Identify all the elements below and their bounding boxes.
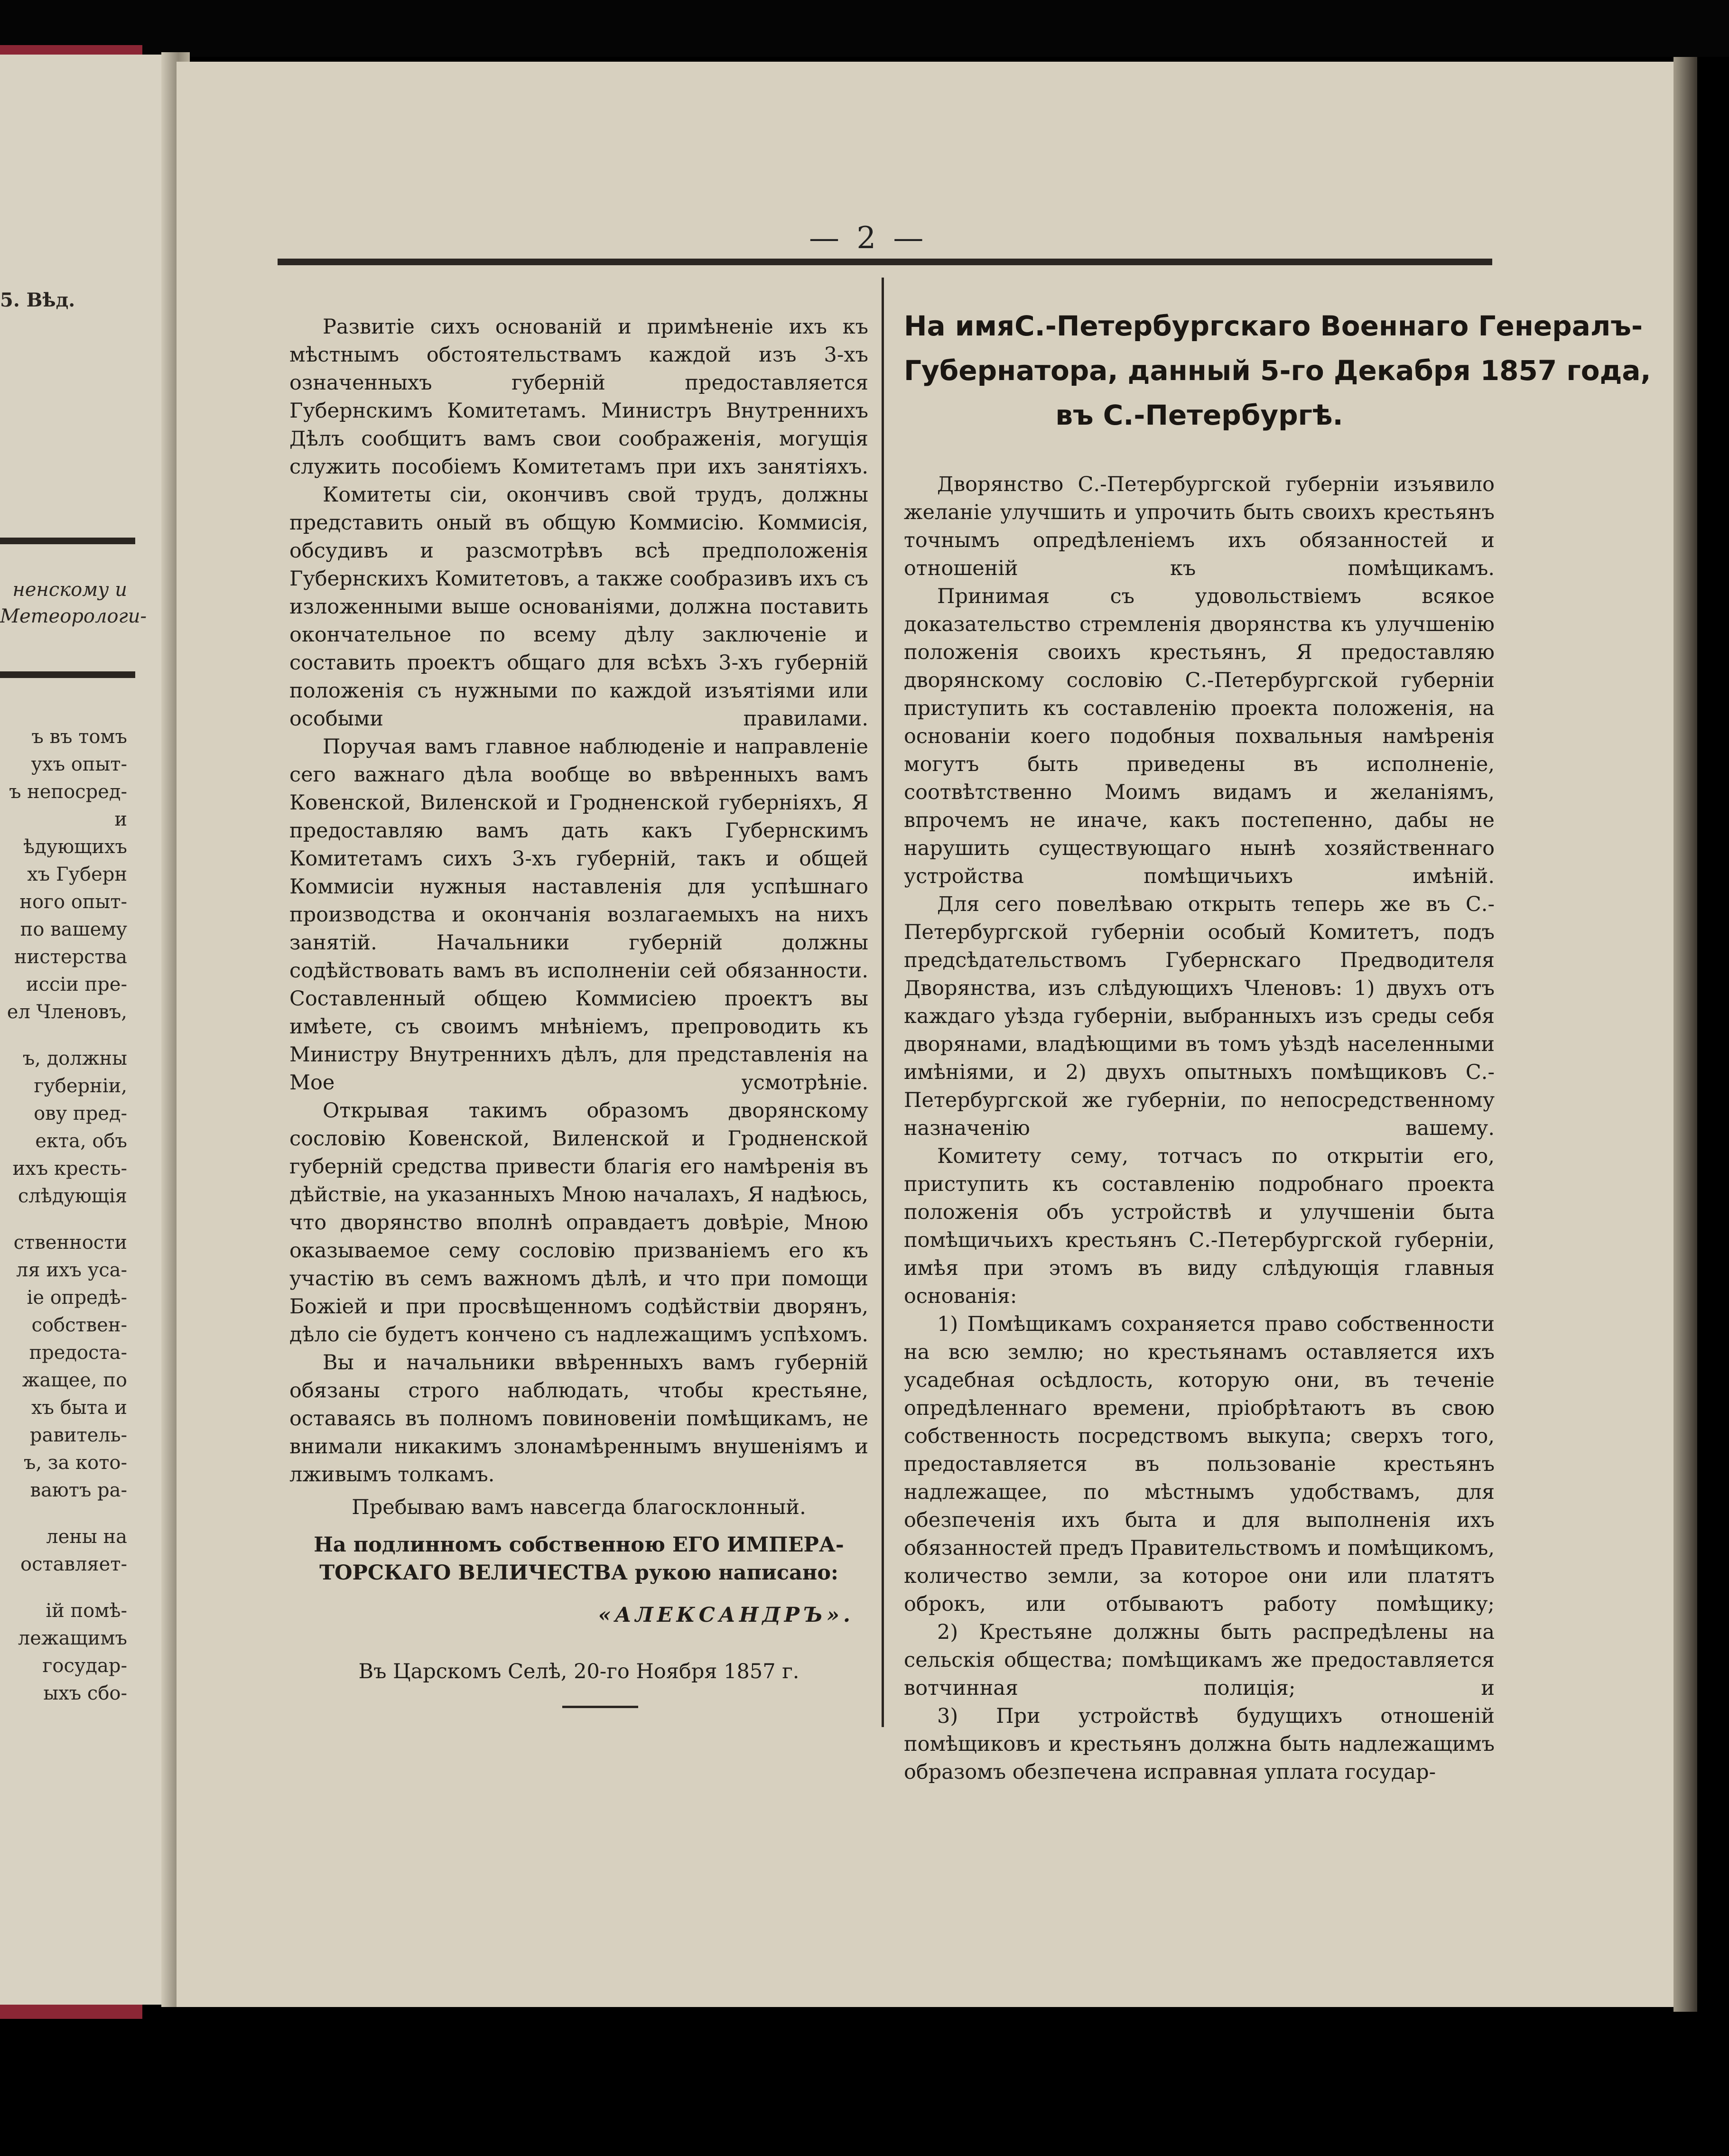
title-line: въ С.-Петербургѣ.	[1055, 399, 1343, 431]
paragraph: 2) Крестьяне должны быть распредѣлены на сельскія общества; помѣщикамъ же предоставляется вотчинная полиція; и	[904, 1620, 1495, 1700]
facing-line: предоста-	[29, 1342, 127, 1364]
facing-line: ухъ опыт-	[31, 753, 127, 775]
facing-line: государ-	[42, 1655, 127, 1677]
facing-line: ненскому и	[12, 579, 127, 601]
paragraph: Поручая вамъ главное наблюденіе и направленіе сего важнаго дѣла вообще во ввѣренныхъ вамъ Ковенской, Виленской и Гродненской губерніяхъ, Я предоставляю вамъ дать какъ Губернскимъ Комитетамъ сихъ 3-хъ губерній, такъ и общей Коммисіи нужныя наставленія для успѣшнаго производства и окончанія возлагаемыхъ на нихъ занятій. Начальники губерній должны содѣйствовать вамъ въ исполненіи сей обязанности. Составленный общею Коммисіею проектъ вы имѣете, съ своимъ мнѣніемъ, препроводить къ Министру Внутреннихъ дѣлъ, для представленія на Мое усмотрѣніе.	[289, 735, 868, 1095]
paragraph: 3) При устройствѣ будущихъ отношеній помѣщиковъ и крестьянъ должна быть надлежащимъ образомъ обезпечена исправная уплата государ-	[904, 1704, 1495, 1784]
facing-line: ъ, за кото-	[23, 1452, 127, 1474]
facing-line: оставляет-	[20, 1553, 127, 1575]
signature-note: ТОРСКАГО ВЕЛИЧЕСТВА рукою написано:	[319, 1561, 838, 1585]
facing-line: екта, объ	[35, 1130, 127, 1152]
facing-line: лены на	[46, 1526, 127, 1548]
facing-line: слѣдующія	[18, 1185, 127, 1207]
paragraph: Вы и начальники ввѣренныхъ вамъ губерній обязаны строго наблюдать, чтобы крестьяне, оставаясь въ полномъ повиновеніи помѣщикамъ, не внимали никакимъ злонамѣреннымъ внушеніямъ и лживымъ толкамъ.	[289, 1351, 868, 1487]
page-edge	[1673, 57, 1697, 2012]
facing-line: ваютъ ра-	[30, 1479, 127, 1501]
signature-note: На подлинномъ собственною ЕГО ИМПЕРА-	[314, 1533, 844, 1557]
facing-line: по вашему	[20, 919, 127, 940]
column-divider	[882, 278, 884, 1727]
facing-line: хъ Губерн	[27, 864, 127, 885]
title-line: Губернатора, данный 5-го Декабря 1857 года,	[904, 354, 1651, 387]
paragraph: Дворянство С.-Петербургской губерніи изъявило желаніе улучшить и упрочить быть своихъ крестьянъ точнымъ опредѣленіемъ ихъ обязанностей и отношеній къ помѣщикамъ.	[904, 473, 1495, 580]
paragraph: Для сего повелѣваю открыть теперь же въ С.-Петербургской губерніи особый Комитетъ, подъ предсѣдательствомъ Губернскаго Предводителя Дворянства, изъ слѣдующихъ Членовъ: 1) двухъ отъ каждаго уѣзда губерніи, выбранныхъ изъ среды себя дворянами, владѣющими въ томъ уѣздѣ населенными имѣніями, и 2) двухъ опытныхъ помѣщиковъ С.-Петербургской же губерніи, по непосредственному назначенію вашему.	[904, 892, 1495, 1140]
facing-line: іе опредѣ-	[27, 1287, 127, 1309]
facing-line: Метеорологи-	[0, 605, 147, 627]
facing-line: ъ въ томъ	[31, 726, 127, 748]
facing-line: жащее, по	[22, 1369, 127, 1391]
facing-line: ного опыт-	[19, 891, 127, 913]
facing-line: и	[114, 808, 127, 830]
header-rule	[278, 259, 1492, 265]
paragraph: Открывая такимъ образомъ дворянскому сословію Ковенской, Виленской и Гродненской губерній средства привести благія его намѣренія въ дѣйствіе, на указанныхъ Мною началахъ, Я надѣюсь, что дворянство вполнѣ оправдаетъ довѣріе, Мною оказываемое сему сословію призваніемъ его къ участію въ семъ важномъ дѣлѣ, и что при помощи Божіей и при просвѣщенномъ содѣйствіи дворянъ, дѣло сіе будетъ кончено съ надлежащимъ успѣхомъ.	[289, 1099, 868, 1347]
divider	[0, 538, 135, 544]
paragraph: 1) Помѣщикамъ сохраняется право собственности на всю землю; но крестьянамъ оставляется ихъ усадебная осѣдлость, которую они, въ теченіе опредѣленнаго времени, пріобрѣтаютъ въ свою собственность посредствомъ выкупа; сверхъ того, предоставляется въ пользованіе крестьянъ надлежащее, по мѣстнымъ удобствамъ, для обезпеченія ихъ быта и для выполненія ихъ обязанностей предъ Правительствомъ и помѣщикомъ, количество земли, за которое они или платятъ оброкъ, или отбываютъ работу помѣщику;	[904, 1312, 1495, 1616]
facing-line: равитель-	[29, 1424, 127, 1446]
paragraph: Принимая съ удовольствіемъ всякое доказательство стремленія дворянства къ улучшенію положенія своихъ крестьянъ, Я предоставляю дворянскому сословію С.-Петербургской губерніи приступить къ составленію проекта положенія, на основаніи коего подобныя похвальныя намѣренія могутъ быть приведены въ исполненіе, соотвѣтственно Моимъ видамъ и желаніямъ, впрочемъ не иначе, какъ постепенно, дабы не нарушить существующаго нынѣ хозяйственнаго устройства помѣщичьихъ имѣній.	[904, 585, 1495, 888]
facing-line: собствен-	[31, 1314, 127, 1336]
facing-line: ля ихъ уса-	[16, 1259, 127, 1281]
place-date: Въ Царскомъ Селѣ, 20-го Ноября 1857 г.	[358, 1660, 799, 1683]
facing-line: нистерства	[14, 946, 127, 968]
page-number: — 2 —	[809, 221, 928, 256]
facing-line: ѣдующихъ	[23, 836, 127, 858]
facing-line: ову пред-	[34, 1103, 127, 1124]
left-column	[289, 313, 868, 1686]
paragraph: Развитіе сихъ основаній и примѣненіе ихъ къ мѣстнымъ обстоятельствамъ каждой изъ 3-хъ означенныхъ губерній предоставляется Губернскимъ Комитетамъ. Министръ Внутреннихъ Дѣлъ сообщитъ вамъ свои соображенія, могущія служить пособіемъ Комитетамъ при ихъ занятіяхъ.	[289, 315, 868, 479]
facing-line: губерніи,	[34, 1075, 127, 1097]
facing-page-fragment	[0, 55, 177, 2005]
facing-line: хъ быта и	[31, 1397, 127, 1419]
end-rule	[562, 1706, 638, 1708]
right-column	[904, 304, 1651, 1786]
facing-line: лежащимъ	[18, 1627, 127, 1649]
facing-line: ъ непосред-	[9, 781, 127, 803]
facing-line: ъ, должны	[22, 1048, 127, 1069]
signature: «АЛЕКСАНДРЪ».	[598, 1603, 854, 1627]
divider	[0, 671, 135, 678]
facing-line: ел Членовъ,	[7, 1001, 127, 1023]
title-line: На имяС.-Петербургскаго Военнаго Генералъ-	[904, 310, 1643, 342]
facing-line: ыхъ сбо-	[43, 1682, 127, 1704]
facing-line: ственности	[13, 1232, 127, 1254]
paragraph: Комитету сему, тотчасъ по открытіи его, приступить къ составленію подробнаго проекта положенія объ устройствѣ и улучшеніи быта помѣщичьихъ крестьянъ С.-Петербургской губерніи, имѣя при этомъ въ виду слѣдующія главныя основанія:	[904, 1144, 1495, 1308]
closing-line: Пребываю вамъ навсегда благосклонный.	[352, 1496, 806, 1519]
rescript-title	[904, 304, 1651, 437]
facing-line: ій помѣ-	[46, 1600, 127, 1622]
paragraph: Комитеты сіи, окончивъ свой трудъ, должны представить оный въ общую Коммисію. Коммисія, обсудивъ и разсмотрѣвъ всѣ предположенія Губернскихъ Комитетовъ, а также сообразивъ ихъ съ изложенными выше основаніями, должна поставить окончательное по всему дѣлу заключеніе и составить проектъ общаго для всѣхъ 3-хъ губерній положенія съ нужными по каждой изъятіями или особыми правилами.	[289, 483, 868, 731]
facing-page-header: 5. Вѣд.	[0, 289, 75, 311]
scan-border	[0, 0, 1729, 57]
facing-line: иссіи пре-	[26, 974, 127, 995]
facing-line: ихъ кресть-	[12, 1158, 127, 1180]
